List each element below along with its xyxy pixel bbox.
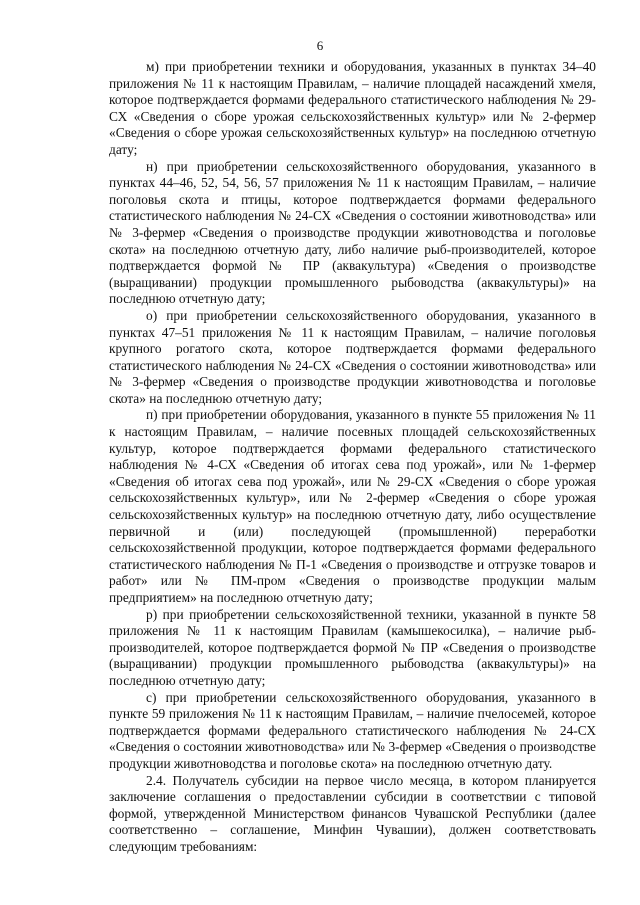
paragraph-m: м) при приобретении техники и оборудования, указанных в пунктах 34–40 приложения № 11 к настоящим Правилам, – наличие площадей насаждений хмеля, которое подтверждается формами федерального статистического наблюдения № 29-СХ «Сведения о сборе урожая сельскохозяйственных культур» или № 2-фермер «Сведения о сборе урожая сельскохозяйственных культур» на последнюю отчетную дату; bbox=[109, 59, 596, 157]
page-number: 6 bbox=[316, 38, 324, 53]
paragraph-o: о) при приобретении сельскохозяйственного оборудования, указанного в пунктах 47–51 приложения № 11 к настоящим Правилам, – наличие поголовья крупного рогатого скота, которое подтверждается формами федерального статистического наблюдения № 24-СХ «Сведения о состоянии животноводства» или № 3-фермер «Сведения о производстве продукции животноводства и поголовье скота» на последнюю отчетную дату; bbox=[109, 307, 596, 406]
paragraph-s: с) при приобретении сельскохозяйственного оборудования, указанного в пункте 59 приложения № 11 к настоящим Правилам, – наличие пчелосемей, которое подтверждается формами федерального статистического наблюдения № 24-СХ «Сведения о состоянии животноводства» или № 3-фермер «Сведения о производстве продукции животноводства и поголовье скота» на последнюю отчетную дату. bbox=[109, 689, 596, 771]
document-body bbox=[109, 59, 596, 856]
paragraph-n: н) при приобретении сельскохозяйственного оборудования, указанного в пунктах 44–46, 52, 54, 56, 57 приложения № 11 к настоящим Правилам, – наличие поголовья скота и птицы, которое подтверждается формами федерального статистического наблюдения № 24-СХ «Сведения о состоянии животноводства» или № 3-фермер «Сведения о производстве продукции животноводства и поголовье скота» на последнюю отчетную дату, либо наличие рыб-производителей, которое подтверждается формой № ПР (аквакультура) «Сведения о производстве (выращивании) продукции промышленного рыбоводства (аквакультуры)» на последнюю отчетную дату; bbox=[109, 158, 596, 307]
paragraph-r: р) при приобретении сельскохозяйственной техники, указанной в пункте 58 приложения № 11 к настоящим Правилам (камышекосилка), – наличие рыб-производителей, которое подтверждается формой № ПР «Сведения о производстве (выращивании) продукции промышленного рыбоводства (аквакультуры)» на последнюю отчетную дату; bbox=[109, 606, 596, 688]
paragraph-p: п) при приобретении оборудования, указанного в пункте 55 приложения № 11 к настоящим Правилам, – наличие посевных площадей сельскохозяйственных культур, которое подтверждается формами федерального статистического наблюдения № 4-СХ «Сведения об итогах сева под урожай», или № 1-фермер «Сведения об итогах сева под урожай», или № 29-СХ «Сведения о сборе урожая сельскохозяйственных культур», или № 2-фермер «Сведения о сборе урожая сельскохозяйственных культур» на последнюю отчетную дату, либо осуществление первичной и (или) последующей (промышленной) переработки сельскохозяйственной продукции, которое подтверждается формами федерального статистического наблюдения № П-1 «Сведения о производстве и отгрузке товаров и работ» или № ПМ-пром «Сведения о производстве продукции малым предприятием» на последнюю отчетную дату; bbox=[109, 407, 596, 605]
paragraph-2-4: 2.4. Получатель субсидии на первое число месяца, в котором планируется заключение соглашения о предоставлении субсидии в соответствии с типовой формой, утвержденной Министерством финансов Чувашской Республики (далее соответственно – соглашение, Минфин Чувашии), должен соответствовать следующим требованиям: bbox=[109, 772, 596, 854]
